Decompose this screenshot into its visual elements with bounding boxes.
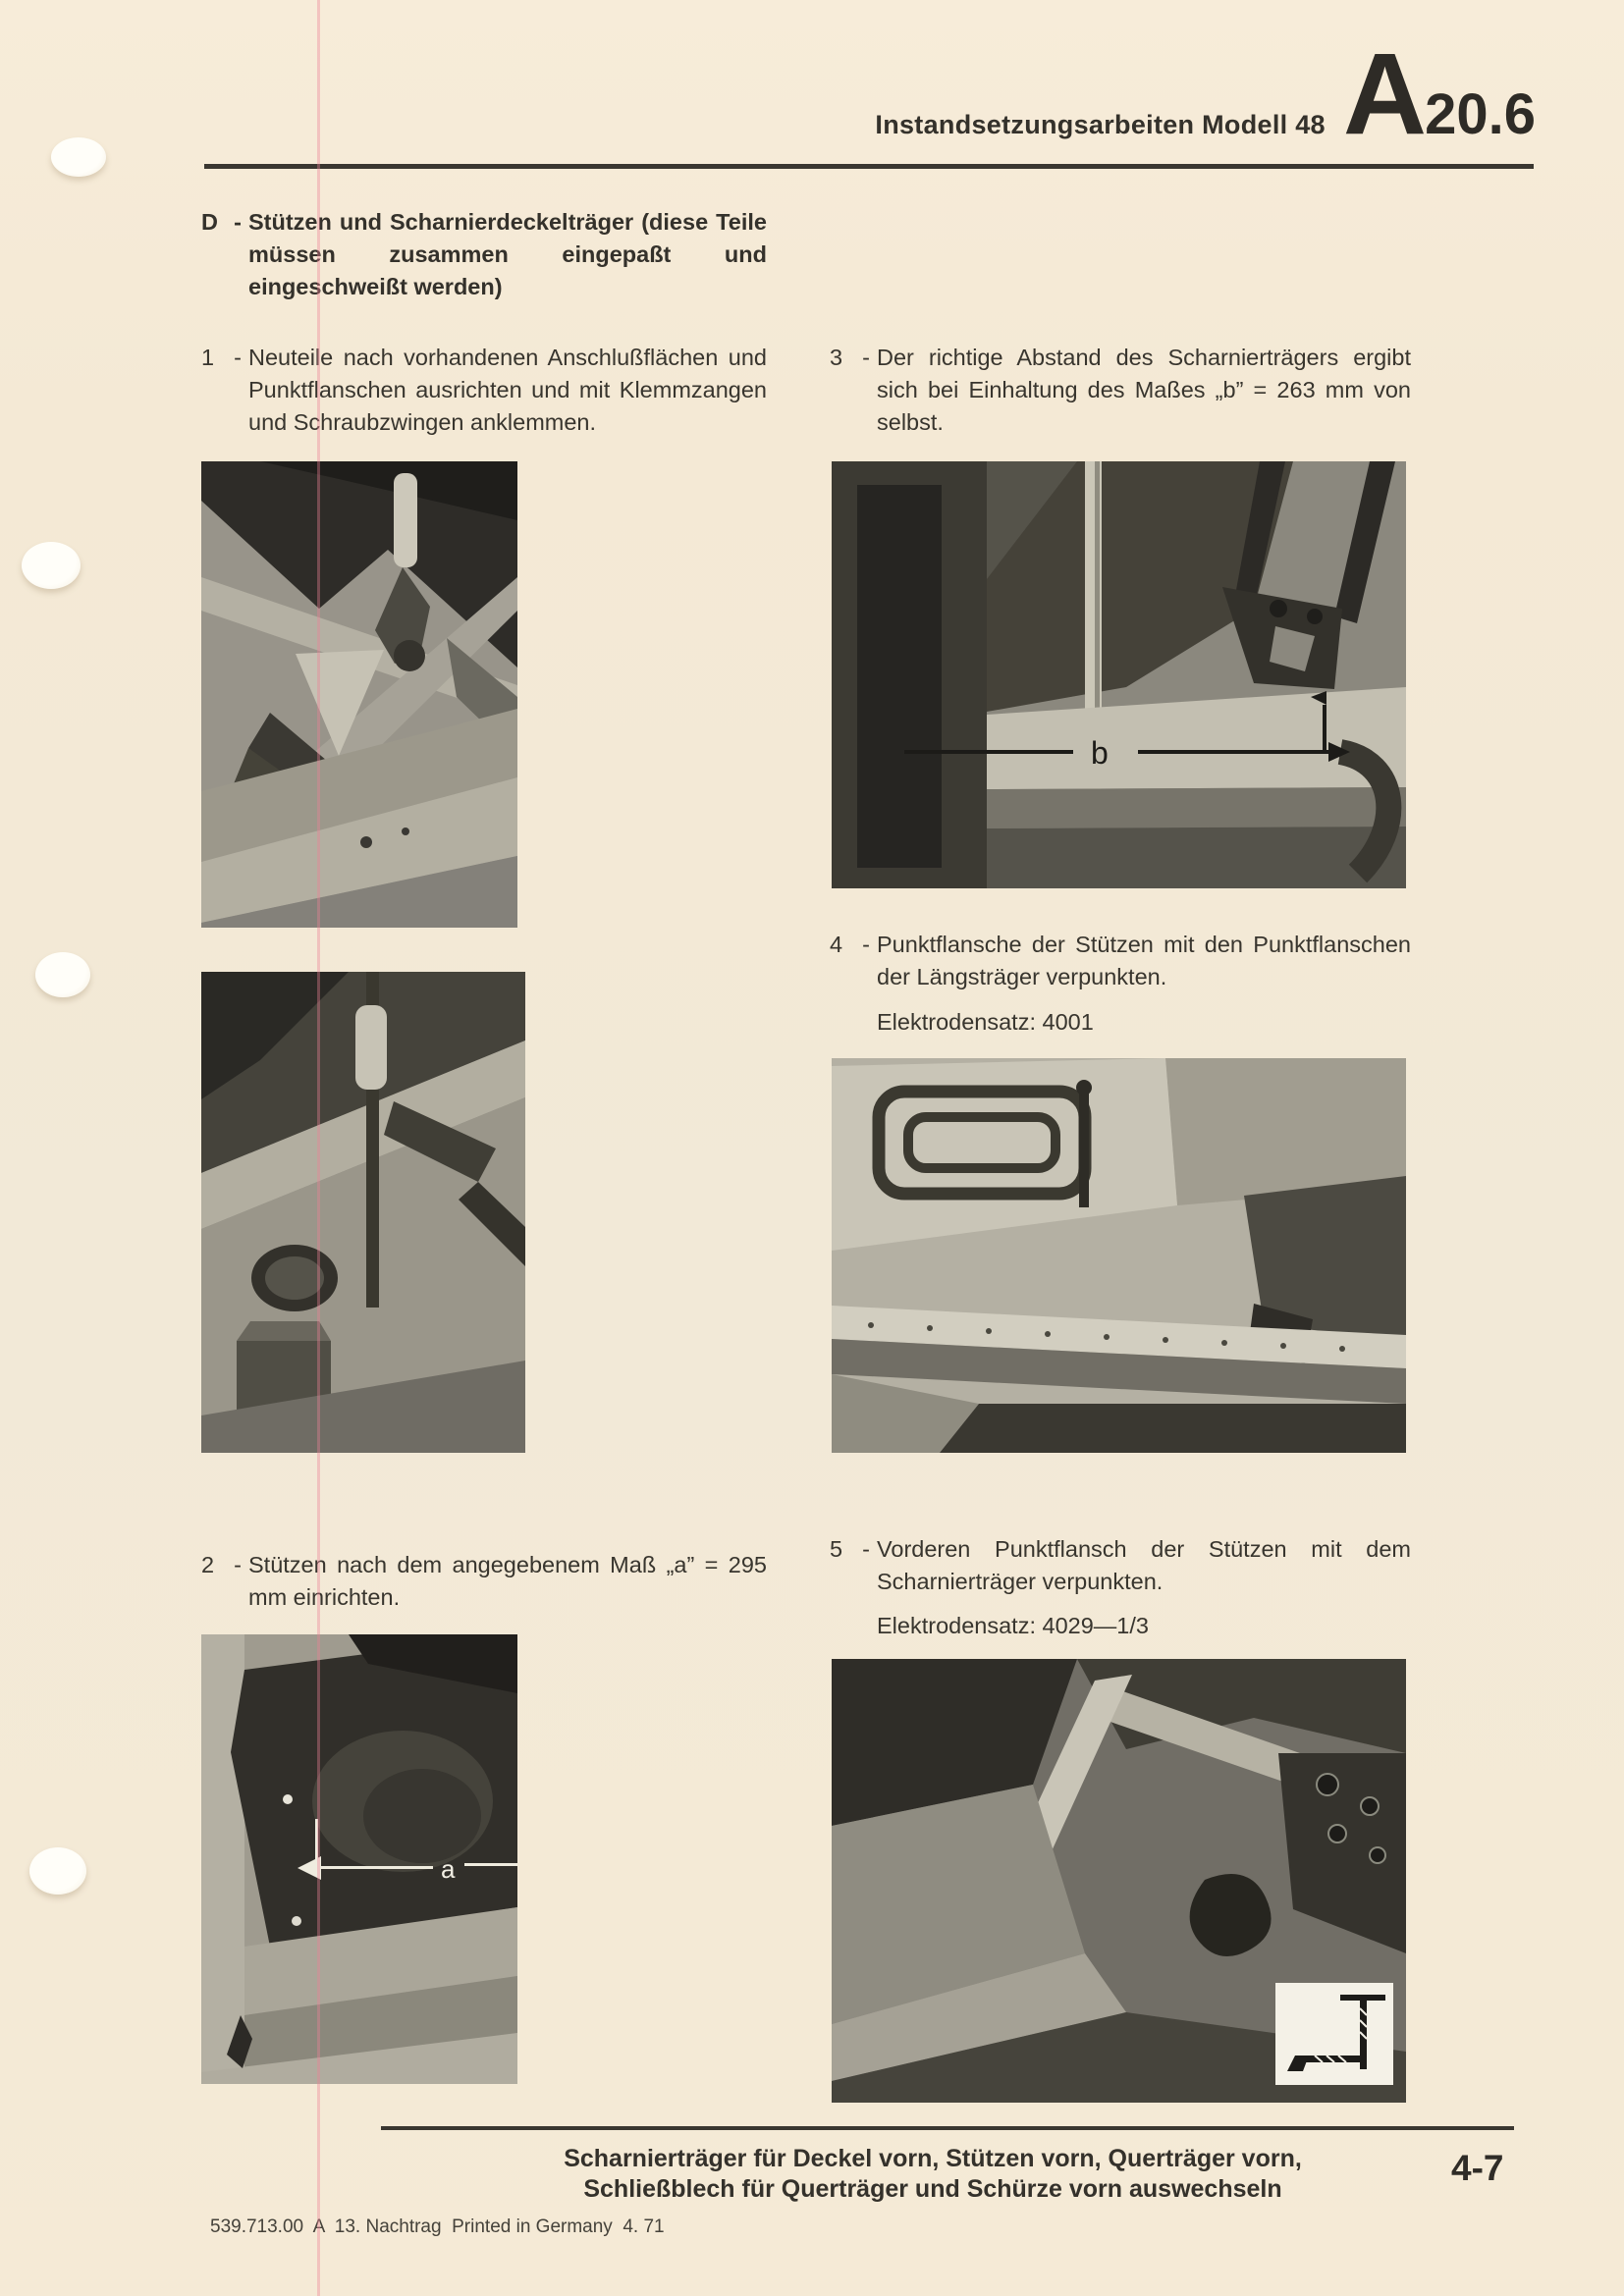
figure-5	[832, 1058, 1406, 1453]
step-3-number: 3	[830, 345, 843, 370]
step-5	[830, 1533, 1411, 1598]
figure-6-photo	[832, 1659, 1406, 2103]
dimension-b-label: b	[1091, 735, 1109, 771]
step-4-dash: -	[862, 932, 870, 957]
page-header	[550, 27, 1536, 161]
step-4	[830, 929, 1411, 993]
step-1	[201, 342, 767, 439]
punch-hole	[29, 1847, 86, 1895]
step-5-dash: -	[862, 1536, 870, 1562]
step-5-text: Vorderen Punktflansch der Stützen mit dem Scharnierträger verpunkten.	[877, 1536, 1411, 1594]
step-4-electrode: Elektrodensatz: 4001	[877, 1009, 1094, 1035]
footer-title	[422, 2144, 1443, 2205]
step-2	[201, 1549, 767, 1614]
intro-text: Stützen und Scharnierdeckelträger (diese Teile müssen zusammen eingepaßt und eingeschweißt werden)	[248, 209, 767, 299]
step-4-number: 4	[830, 932, 843, 957]
figure-4-photo	[832, 461, 1406, 888]
footer-title-line1: Scharnierträger für Deckel vorn, Stützen vorn, Querträger vorn,	[564, 2145, 1302, 2172]
punch-hole	[35, 952, 90, 997]
figure-1	[201, 461, 517, 928]
figure-1-photo	[201, 461, 517, 928]
figure-3-photo	[201, 1634, 517, 2084]
step-5-number: 5	[830, 1536, 843, 1562]
header-divider	[204, 164, 1534, 169]
punch-hole	[51, 137, 106, 177]
figure-5-photo	[832, 1058, 1406, 1453]
section-code-letter: A	[1342, 29, 1426, 159]
intro-label: D	[201, 209, 218, 235]
intro-dash: -	[234, 209, 242, 235]
punch-hole	[22, 542, 81, 589]
step-1-text: Neuteile nach vorhandenen Anschlußflächen und Punktflanschen ausrichten und mit Klemmzangen und Schraubzwingen anklemmen.	[248, 345, 767, 435]
footer-title-line2: Schließblech für Querträger und Schürze vorn auswechseln	[583, 2175, 1282, 2203]
step-4-text: Punktflansche der Stützen mit den Punktflanschen der Längsträger verpunkten.	[877, 932, 1411, 989]
figure-4	[832, 461, 1406, 888]
section-code-number: 20.6	[1425, 82, 1536, 146]
step-3	[830, 342, 1411, 439]
step-3-text: Der richtige Abstand des Scharnierträgers ergibt sich bei Einhaltung des Maßes „b” = 263 mm von selbst.	[877, 345, 1411, 435]
figure-2	[201, 972, 525, 1453]
footer-divider	[381, 2126, 1514, 2130]
registration-mark	[317, 0, 320, 2296]
step-1-dash: -	[234, 345, 242, 370]
page-title: Instandsetzungsarbeiten Modell 48	[875, 110, 1326, 139]
step-3-dash: -	[862, 345, 870, 370]
step-1-number: 1	[201, 345, 215, 370]
figure-2-photo	[201, 972, 525, 1453]
dimension-a-label: a	[441, 1854, 456, 1884]
page-number: 4-7	[1451, 2148, 1504, 2188]
step-2-number: 2	[201, 1552, 215, 1577]
step-2-dash: -	[234, 1552, 242, 1577]
intro-paragraph	[201, 206, 767, 303]
step-2-text: Stützen nach dem angegebenem Maß „a” = 295 mm einrichten.	[248, 1552, 767, 1610]
figure-6	[832, 1659, 1406, 2103]
figure-3	[201, 1634, 517, 2084]
imprint: 539.713.00 A 13. Nachtrag Printed in Germany 4. 71	[210, 2216, 665, 2237]
step-5-electrode: Elektrodensatz: 4029—1/3	[877, 1613, 1149, 1638]
section-code	[1343, 27, 1536, 161]
